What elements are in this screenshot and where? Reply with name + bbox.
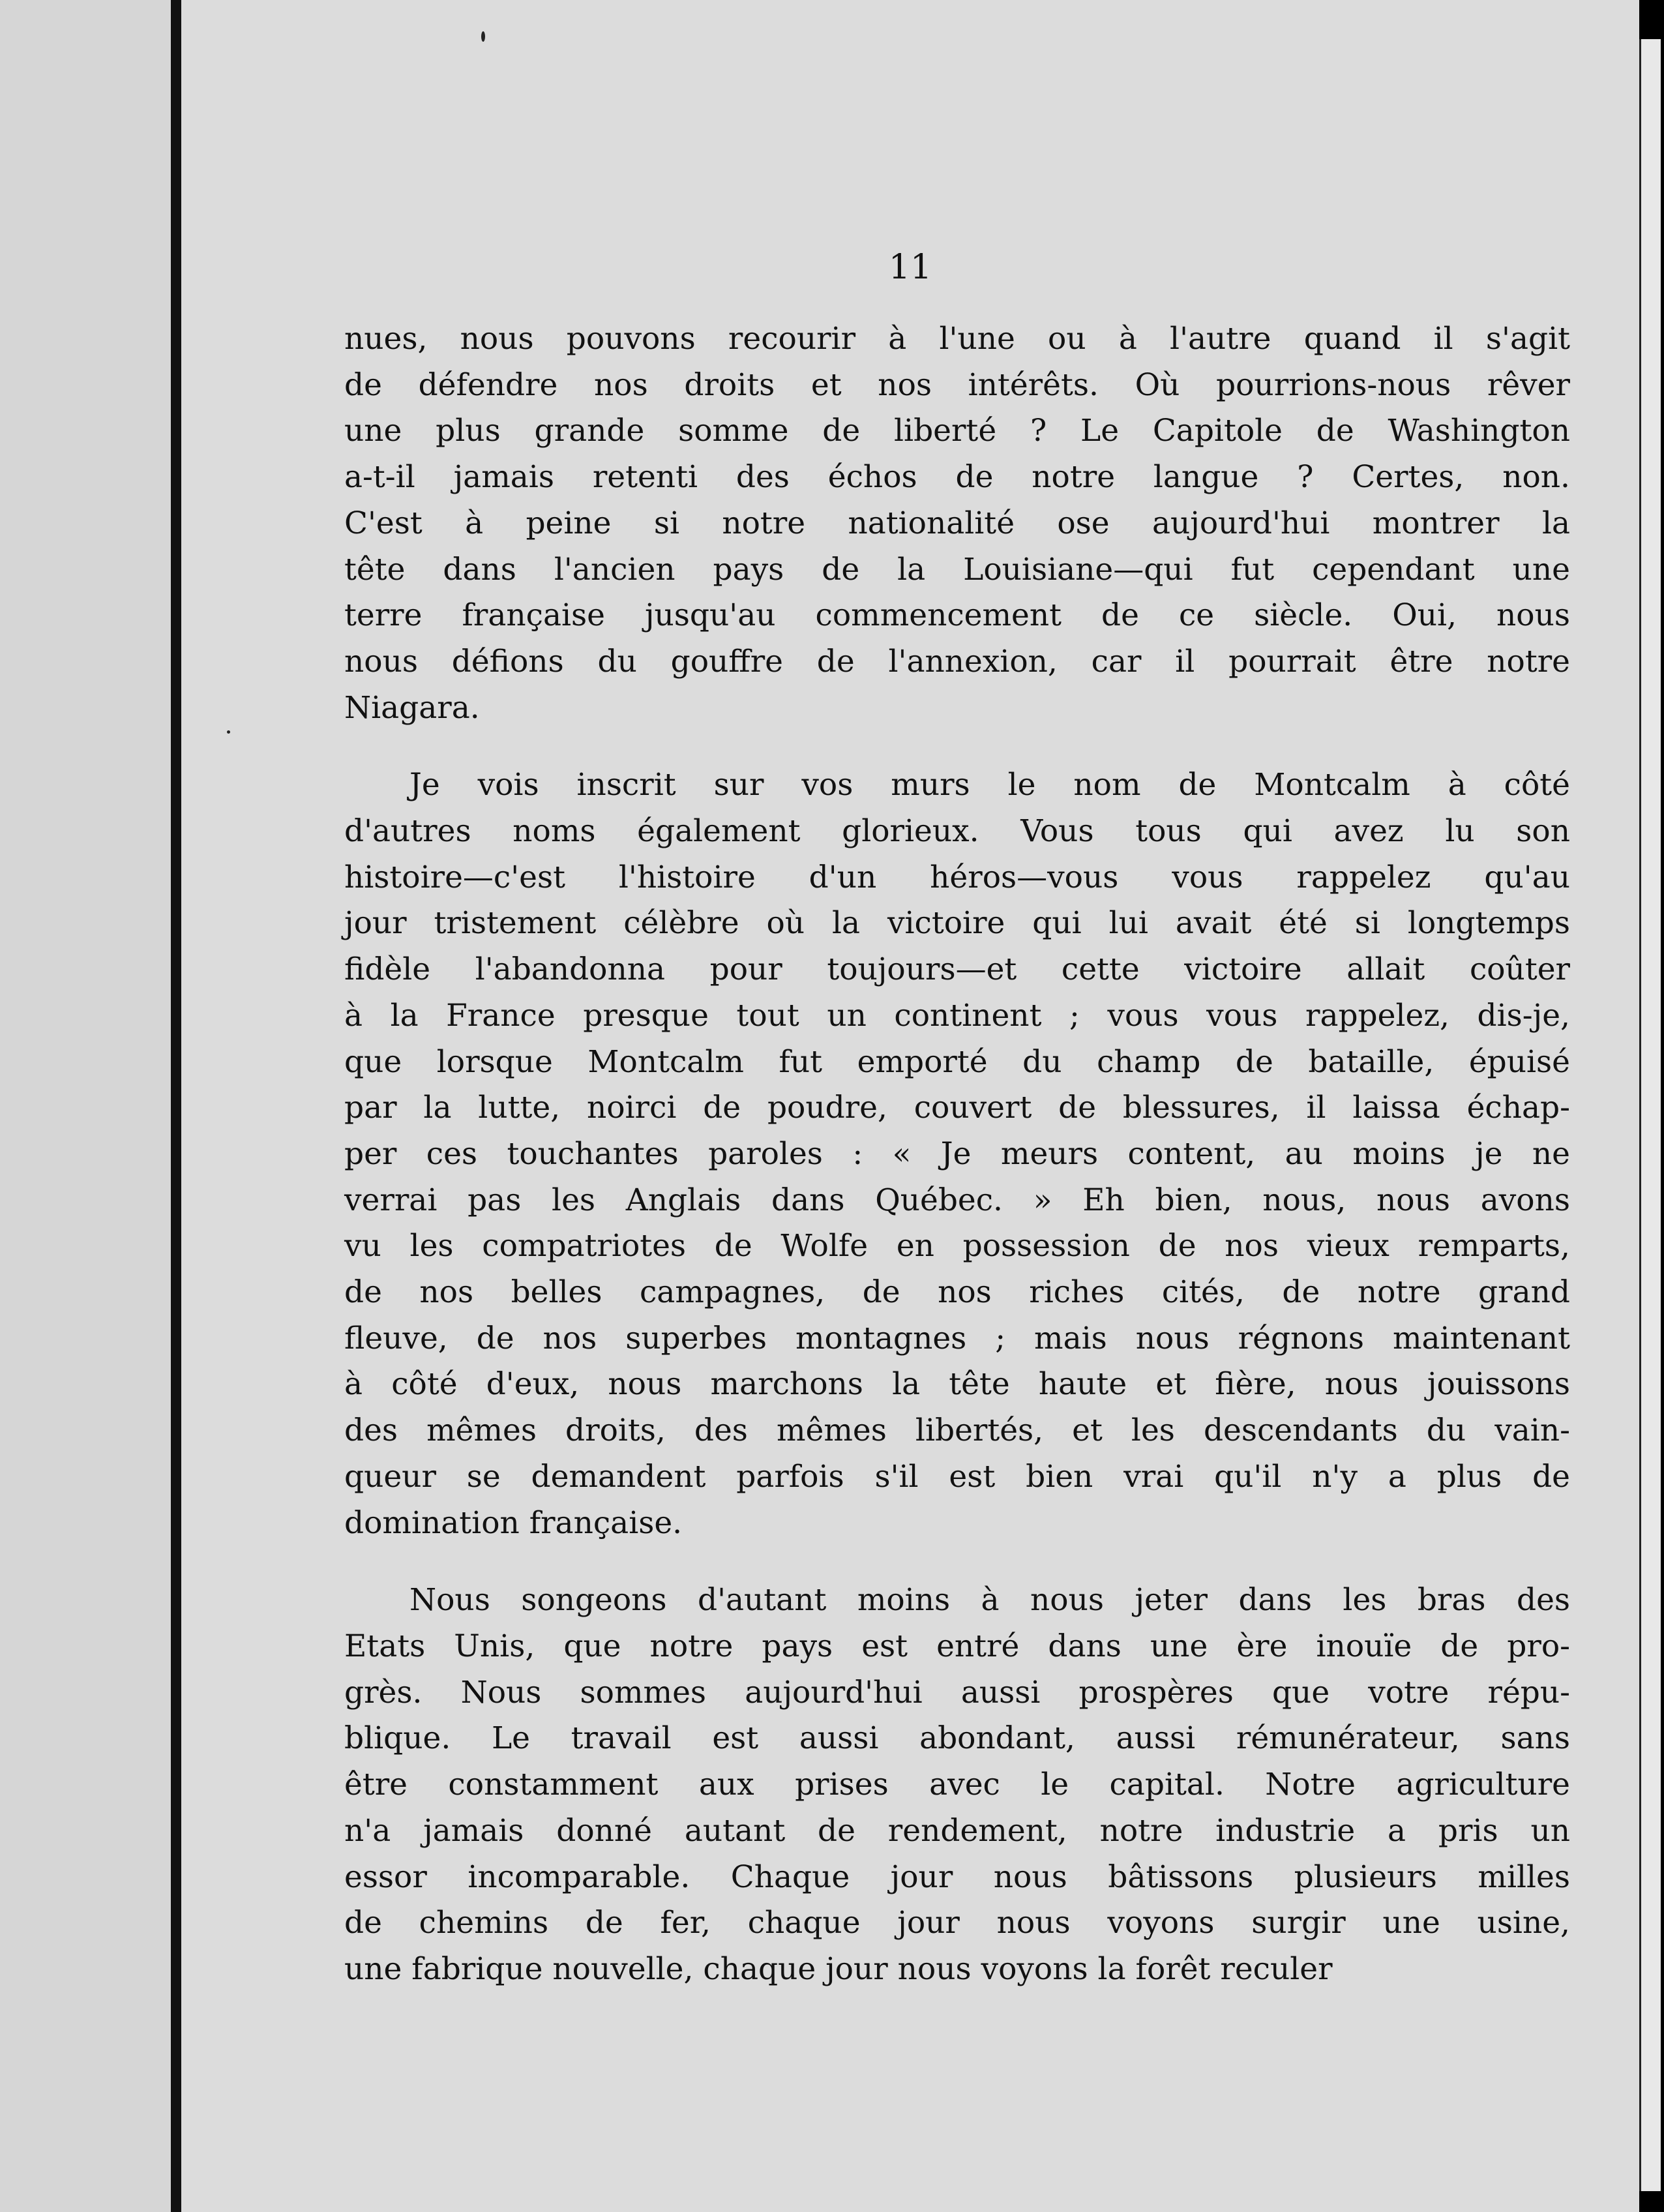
text-line: a-t-il jamais retenti des échos de notre langue ? Certes, non.: [344, 459, 1570, 496]
text-line: une plus grande somme de liberté ? Le Capitole de Washington: [344, 413, 1570, 449]
text-line: à la France presque tout un continent ; vous vous rappelez, dis-je,: [344, 997, 1570, 1034]
text-line: C'est à peine si notre nationalité ose aujourd'hui montrer la: [344, 505, 1570, 541]
text-line: blique. Le travail est aussi abondant, aussi rémunérateur, sans: [344, 1720, 1570, 1757]
text-line: Je vois inscrit sur vos murs le nom de Montcalm à côté: [409, 767, 1570, 803]
page-number: 11: [888, 248, 932, 287]
paragraph-2: [344, 762, 1570, 1546]
text-line: per ces touchantes paroles : « Je meurs content, au moins je ne: [344, 1135, 1570, 1172]
text-line: une fabrique nouvelle, chaque jour nous voyons la forêt reculer: [344, 1950, 1333, 1987]
text-line: être constamment aux prises avec le capital. Notre agriculture: [344, 1767, 1570, 1803]
text-line: Nous songeons d'autant moins à nous jeter dans les bras des: [409, 1582, 1570, 1619]
paragraph-3: [344, 1577, 1570, 1992]
text-line: domination française.: [344, 1504, 683, 1541]
text-line: nues, nous pouvons recourir à l'une ou à l'autre quand il s'agit: [344, 321, 1570, 357]
paragraph-1: [344, 316, 1570, 731]
text-line: Etats Unis, que notre pays est entré dans une ère inouïe de pro-: [344, 1628, 1570, 1664]
scan-speck: [227, 730, 230, 734]
scan-speck: [481, 31, 485, 42]
text-line: à côté d'eux, nous marchons la tête haute et fière, nous jouissons: [344, 1366, 1570, 1403]
page-gutter: [171, 0, 181, 2212]
text-line: que lorsque Montcalm fut emporté du champ de bataille, épuisé: [344, 1043, 1570, 1080]
text-line: queur se demandent parfois s'il est bien vrai qu'il n'y a plus de: [344, 1458, 1570, 1495]
text-line: jour tristement célèbre où la victoire qui lui avait été si longtemps: [344, 905, 1570, 942]
text-line: des mêmes droits, des mêmes libertés, et les descendants du vain-: [344, 1412, 1570, 1449]
text-line: fidèle l'abandonna pour toujours—et cette victoire allait coûter: [344, 951, 1570, 988]
text-line: terre française jusqu'au commencement de ce siècle. Oui, nous: [344, 597, 1570, 634]
text-line: Niagara.: [344, 689, 480, 726]
text-line: vu les compatriotes de Wolfe en possession de nos vieux remparts,: [344, 1228, 1570, 1264]
text-line: verrai pas les Anglais dans Québec. » Eh bien, nous, nous avons: [344, 1182, 1570, 1218]
text-line: essor incomparable. Chaque jour nous bâtissons plusieurs milles: [344, 1859, 1570, 1895]
text-line: d'autres noms également glorieux. Vous tous qui avez lu son: [344, 813, 1570, 850]
text-line: histoire—c'est l'histoire d'un héros—vous vous rappelez qu'au: [344, 859, 1570, 895]
text-line: nous défions du gouffre de l'annexion, car il pourrait être notre: [344, 643, 1570, 680]
text-line: fleuve, de nos superbes montagnes ; mais nous régnons maintenant: [344, 1320, 1570, 1356]
text-line: de défendre nos droits et nos intérêts. Où pourrions-nous rêver: [344, 366, 1570, 403]
text-line: de chemins de fer, chaque jour nous voyons surgir une usine,: [344, 1905, 1570, 1941]
text-line: grès. Nous sommes aujourd'hui aussi prospères que votre répu-: [344, 1674, 1570, 1711]
text-line: de nos belles campagnes, de nos riches cités, de notre grand: [344, 1274, 1570, 1311]
book-page: [181, 0, 1639, 2212]
page-edge: [1639, 39, 1661, 2191]
text-line: tête dans l'ancien pays de la Louisiane—qui fut cependant une: [344, 551, 1570, 588]
text-line: n'a jamais donné autant de rendement, notre industrie a pris un: [344, 1812, 1570, 1849]
body-text: [344, 316, 1570, 1993]
left-page-margin: [0, 0, 171, 2212]
text-line: par la lutte, noirci de poudre, couvert de blessures, il laissa échap-: [344, 1090, 1570, 1126]
